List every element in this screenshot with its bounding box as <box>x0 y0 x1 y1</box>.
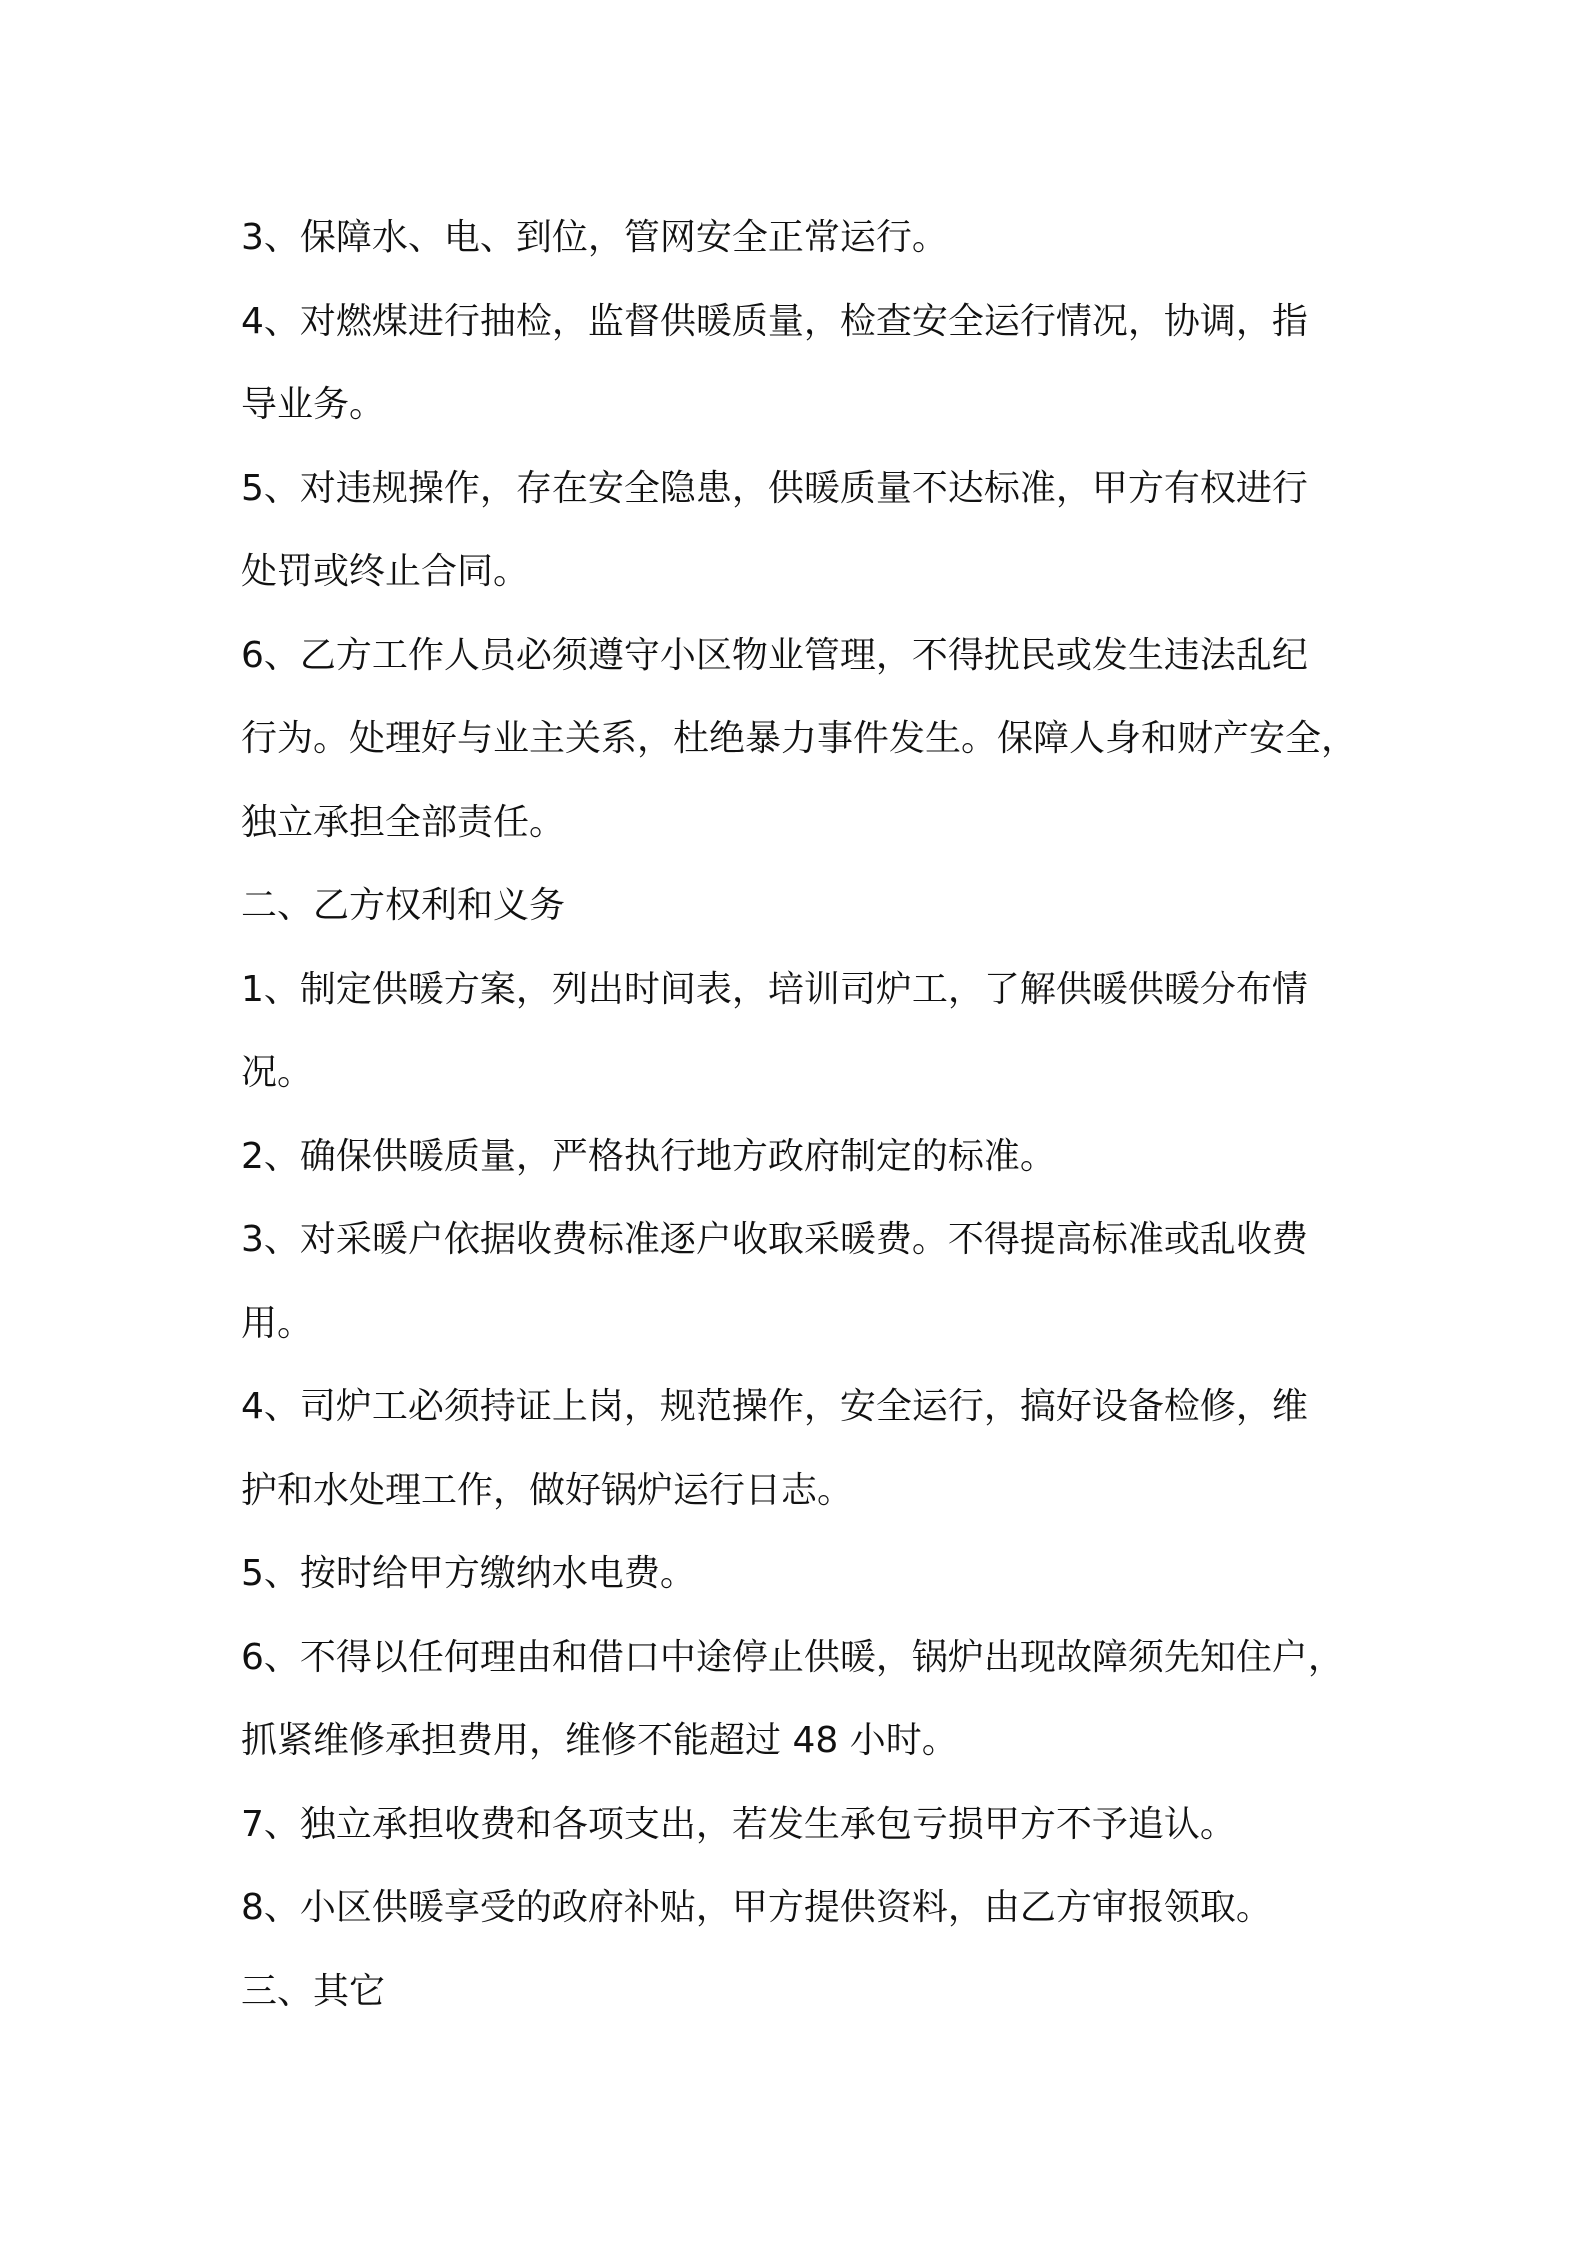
section-heading: 二、乙方权利和义务 <box>241 885 566 926</box>
text-line: 6、乙方工作人员必须遵守小区物业管理，不得扰民或发生违法乱纪 <box>241 634 1308 676</box>
text-line: 导业务。 <box>241 384 386 425</box>
text-line: 5、按时给甲方缴纳水电费。 <box>241 1553 696 1594</box>
item-2-heating-quality <box>241 1115 1361 1199</box>
item-4-coal-inspection <box>241 280 1361 447</box>
item-3-fee-collection <box>241 1198 1361 1365</box>
item-7-independent-costs <box>241 1783 1361 1867</box>
item-6-no-interruption <box>241 1616 1361 1783</box>
section-heading-other <box>241 1950 1361 2034</box>
item-4-boiler-workers <box>241 1365 1361 1532</box>
item-6-staff-conduct <box>241 614 1361 865</box>
item-5-utility-fees <box>241 1532 1361 1616</box>
text-line: 4、司炉工必须持证上岗，规范操作，安全运行，搞好设备检修，维 <box>241 1386 1308 1427</box>
section-heading-party-b <box>241 864 1361 948</box>
text-line: 4、对燃煤进行抽检，监督供暖质量，检查安全运行情况，协调，指 <box>241 300 1308 342</box>
text-line: 3、对采暖户依据收费标准逐户收取采暖费。不得提高标准或乱收费 <box>241 1219 1308 1260</box>
text-line: 6、不得以任何理由和借口中途停止供暖，锅炉出现故障须先知住户， <box>241 1636 1344 1678</box>
text-line: 行为。处理好与业主关系，杜绝暴力事件发生。保障人身和财产安全， <box>241 718 1358 759</box>
text-line: 抓紧维修承担费用，维修不能超过 48 小时。 <box>241 1720 958 1761</box>
item-3-water-power <box>241 196 1361 280</box>
text-line: 2、确保供暖质量，严格执行地方政府制定的标准。 <box>241 1135 1056 1177</box>
text-line: 况。 <box>241 1052 314 1093</box>
text-line: 护和水处理工作，做好锅炉运行日志。 <box>241 1469 854 1511</box>
text-line: 8、小区供暖享受的政府补贴，甲方提供资料，由乙方审报领取。 <box>241 1887 1272 1928</box>
item-1-heating-plan <box>241 948 1361 1115</box>
text-line: 用。 <box>241 1302 314 1344</box>
document-body <box>241 196 1361 2033</box>
text-line: 独立承担全部责任。 <box>241 801 566 843</box>
text-line: 1、制定供暖方案，列出时间表，培训司炉工，了解供暖供暖分布情 <box>241 968 1308 1010</box>
text-line: 处罚或终止合同。 <box>241 551 530 592</box>
text-line: 7、独立承担收费和各项支出，若发生承包亏损甲方不予追认。 <box>241 1803 1236 1845</box>
text-line: 5、对违规操作，存在安全隐患，供暖质量不达标准，甲方有权进行 <box>241 467 1308 509</box>
section-heading: 三、其它 <box>241 1970 386 2012</box>
item-5-violations <box>241 447 1361 614</box>
text-line: 3、保障水、电、到位，管网安全正常运行。 <box>241 217 948 258</box>
item-8-government-subsidy <box>241 1866 1361 1950</box>
